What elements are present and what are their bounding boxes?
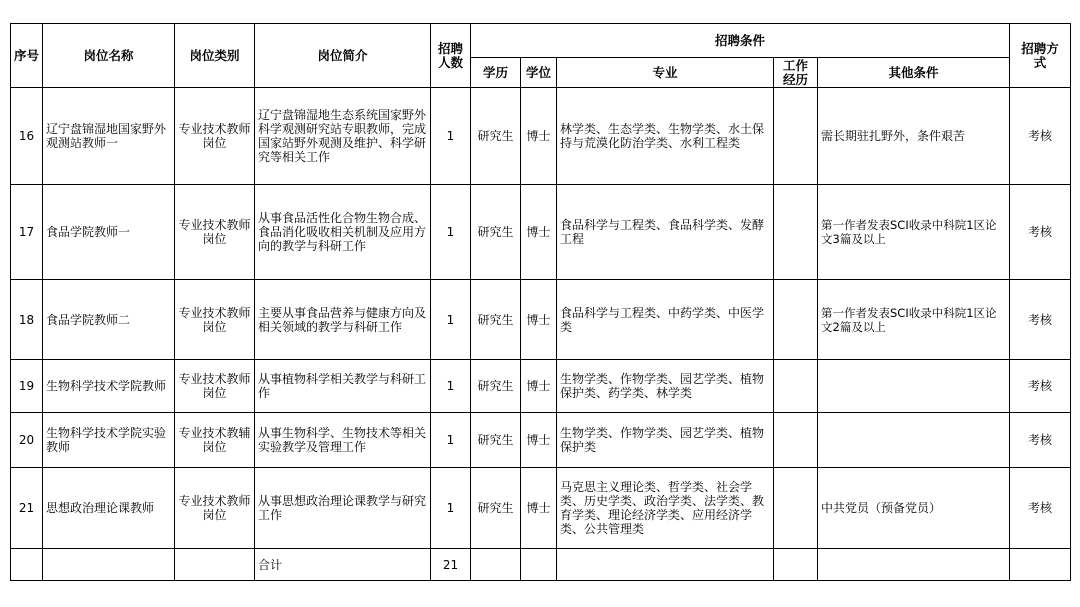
recruitment-table	[10, 23, 1071, 581]
table-row	[11, 413, 1071, 468]
header-post-intro: 岗位简介	[255, 24, 431, 88]
cell-experience	[774, 413, 818, 468]
table-row	[11, 88, 1071, 185]
cell-experience	[774, 185, 818, 280]
cell-other	[818, 360, 1010, 413]
cell-other	[818, 413, 1010, 468]
cell-post-intro: 从事植物科学相关教学与科研工作	[255, 360, 431, 413]
cell-empty	[557, 549, 774, 581]
cell-major: 食品科学与工程类、食品科学类、发酵工程	[557, 185, 774, 280]
cell-major: 生物学类、作物学类、园艺学类、植物保护类、药学类、林学类	[557, 360, 774, 413]
cell-post-type: 专业技术教师岗位	[175, 185, 255, 280]
cell-post-name: 生物科学技术学院教师	[43, 360, 175, 413]
cell-education: 研究生	[471, 88, 521, 185]
header-post-type: 岗位类别	[175, 24, 255, 88]
cell-method: 考核	[1010, 360, 1071, 413]
cell-degree: 博士	[521, 468, 557, 549]
header-experience: 工作经历	[774, 58, 818, 88]
header-method: 招聘方式	[1010, 24, 1071, 88]
cell-post-type: 专业技术教师岗位	[175, 468, 255, 549]
cell-seq: 20	[11, 413, 43, 468]
cell-degree: 博士	[521, 88, 557, 185]
cell-post-type: 专业技术教辅岗位	[175, 413, 255, 468]
cell-empty	[471, 549, 521, 581]
cell-method: 考核	[1010, 88, 1071, 185]
table-row	[11, 280, 1071, 360]
cell-post-intro: 辽宁盘锦湿地生态系统国家野外科学观测研究站专职教师，完成国家站野外观测及维护、科学研究等相关工作	[255, 88, 431, 185]
cell-seq: 16	[11, 88, 43, 185]
cell-empty	[521, 549, 557, 581]
cell-experience	[774, 468, 818, 549]
cell-major: 食品科学与工程类、中药学类、中医学类	[557, 280, 774, 360]
cell-post-intro: 从事生物科学、生物技术等相关实验教学及管理工作	[255, 413, 431, 468]
cell-post-intro: 从事食品活性化合物生物合成、食品消化吸收相关机制及应用方向的教学与科研工作	[255, 185, 431, 280]
cell-degree: 博士	[521, 280, 557, 360]
cell-count: 1	[431, 185, 471, 280]
cell-degree: 博士	[521, 360, 557, 413]
cell-experience	[774, 280, 818, 360]
cell-empty	[1010, 549, 1071, 581]
table-row	[11, 185, 1071, 280]
header-major: 专业	[557, 58, 774, 88]
cell-major: 生物学类、作物学类、园艺学类、植物保护类	[557, 413, 774, 468]
header-other: 其他条件	[818, 58, 1010, 88]
cell-post-type: 专业技术教师岗位	[175, 88, 255, 185]
total-row	[11, 549, 1071, 581]
header-conditions: 招聘条件	[471, 24, 1010, 58]
cell-other: 第一作者发表SCI收录中科院1区论文3篇及以上	[818, 185, 1010, 280]
cell-post-intro: 从事思想政治理论课教学与研究工作	[255, 468, 431, 549]
cell-seq: 21	[11, 468, 43, 549]
cell-major: 马克思主义理论类、哲学类、社会学类、历史学类、政治学类、法学类、教育学类、理论经济学类、应用经济学类、公共管理类	[557, 468, 774, 549]
header-post-name: 岗位名称	[43, 24, 175, 88]
cell-method: 考核	[1010, 280, 1071, 360]
cell-post-name: 辽宁盘锦湿地国家野外观测站教师一	[43, 88, 175, 185]
cell-seq: 19	[11, 360, 43, 413]
cell-post-name: 食品学院教师二	[43, 280, 175, 360]
cell-count: 1	[431, 468, 471, 549]
cell-other: 第一作者发表SCI收录中科院1区论文2篇及以上	[818, 280, 1010, 360]
table-row	[11, 468, 1071, 549]
cell-education: 研究生	[471, 360, 521, 413]
header-degree: 学位	[521, 58, 557, 88]
cell-other: 需长期驻扎野外，条件艰苦	[818, 88, 1010, 185]
cell-education: 研究生	[471, 185, 521, 280]
total-count: 21	[431, 549, 471, 581]
cell-other: 中共党员（预备党员）	[818, 468, 1010, 549]
cell-count: 1	[431, 360, 471, 413]
cell-count: 1	[431, 88, 471, 185]
cell-empty	[774, 549, 818, 581]
cell-education: 研究生	[471, 280, 521, 360]
cell-empty	[818, 549, 1010, 581]
table-row	[11, 360, 1071, 413]
cell-education: 研究生	[471, 468, 521, 549]
header-seq: 序号	[11, 24, 43, 88]
cell-count: 1	[431, 280, 471, 360]
cell-method: 考核	[1010, 185, 1071, 280]
cell-method: 考核	[1010, 413, 1071, 468]
cell-degree: 博士	[521, 413, 557, 468]
cell-post-intro: 主要从事食品营养与健康方向及相关领域的教学与科研工作	[255, 280, 431, 360]
cell-post-name: 思想政治理论课教师	[43, 468, 175, 549]
cell-post-name: 食品学院教师一	[43, 185, 175, 280]
cell-degree: 博士	[521, 185, 557, 280]
header-count: 招聘人数	[431, 24, 471, 88]
cell-major: 林学类、生态学类、生物学类、水土保持与荒漠化防治学类、水利工程类	[557, 88, 774, 185]
header-education: 学历	[471, 58, 521, 88]
cell-count: 1	[431, 413, 471, 468]
total-label: 合计	[255, 549, 431, 581]
cell-experience	[774, 88, 818, 185]
cell-empty	[11, 549, 43, 581]
cell-experience	[774, 360, 818, 413]
cell-seq: 18	[11, 280, 43, 360]
cell-method: 考核	[1010, 468, 1071, 549]
cell-education: 研究生	[471, 413, 521, 468]
cell-empty	[175, 549, 255, 581]
cell-post-type: 专业技术教师岗位	[175, 280, 255, 360]
cell-post-name: 生物科学技术学院实验教师	[43, 413, 175, 468]
cell-empty	[43, 549, 175, 581]
cell-post-type: 专业技术教师岗位	[175, 360, 255, 413]
cell-seq: 17	[11, 185, 43, 280]
